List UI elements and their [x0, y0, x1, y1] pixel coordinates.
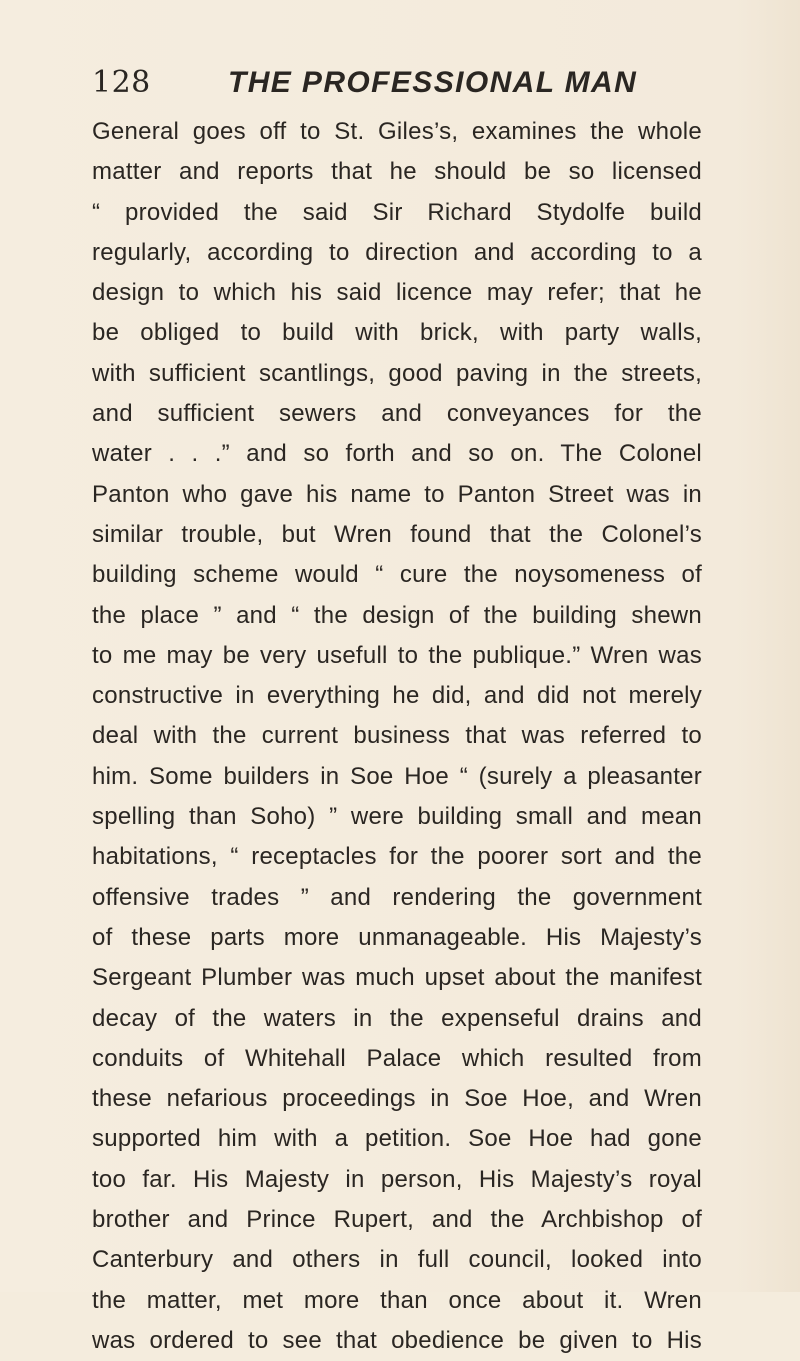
- text-line: him. Some builders in Soe Hoe “ (surely a pleasanter: [92, 762, 702, 790]
- text-line: deal with the current business that was referred to: [92, 722, 702, 750]
- text-line: habitations, “ receptacles for the poorer sort and the: [92, 843, 702, 871]
- text-line: water . . .” and so forth and so on. The Colonel: [92, 440, 702, 468]
- text-line: these nefarious proceedings in Soe Hoe, and Wren: [92, 1085, 702, 1113]
- page-header: [92, 58, 702, 108]
- text-line: decay of the waters in the expenseful drains and: [92, 1004, 702, 1032]
- text-line: be obliged to build with brick, with party walls,: [92, 319, 702, 347]
- text-line: spelling than Soho) ” were building small and mean: [92, 803, 702, 831]
- text-line: of these parts more unmanageable. His Majesty’s: [92, 923, 702, 951]
- running-title: THE PROFESSIONAL MAN: [228, 66, 638, 99]
- text-line: design to which his said licence may refer; that he: [92, 279, 702, 307]
- text-line: “ provided the said Sir Richard Stydolfe build: [92, 198, 702, 226]
- text-line: Sergeant Plumber was much upset about the manifest: [92, 964, 702, 992]
- text-line: similar trouble, but Wren found that the Colonel’s: [92, 520, 702, 548]
- text-line: matter and reports that he should be so licensed: [92, 158, 702, 186]
- text-line: was ordered to see that obedience be given to His: [92, 1326, 702, 1354]
- text-line: Canterbury and others in full council, looked into: [92, 1246, 702, 1274]
- text-line: conduits of Whitehall Palace which resulted from: [92, 1044, 702, 1072]
- body-text: [92, 112, 702, 1361]
- text-line: offensive trades ” and rendering the government: [92, 883, 702, 911]
- text-line: to me may be very usefull to the publique.” Wren was: [92, 641, 702, 669]
- text-line: the matter, met more than once about it. Wren: [92, 1286, 702, 1314]
- text-line: too far. His Majesty in person, His Majesty’s royal: [92, 1165, 702, 1193]
- text-line: supported him with a petition. Soe Hoe had gone: [92, 1125, 702, 1153]
- text-line: and sufficient sewers and conveyances for the: [92, 400, 702, 428]
- text-line: with sufficient scantlings, good paving in the streets,: [92, 359, 702, 387]
- text-line: General goes off to St. Giles’s, examines the whole: [92, 118, 702, 145]
- text-line: Panton who gave his name to Panton Street was in: [92, 480, 702, 508]
- text-line: brother and Prince Rupert, and the Archbishop of: [92, 1206, 702, 1234]
- text-line: regularly, according to direction and according to a: [92, 238, 702, 266]
- text-line: building scheme would “ cure the noysomeness of: [92, 561, 702, 589]
- text-line: constructive in everything he did, and did not merely: [92, 682, 702, 710]
- text-line: the place ” and “ the design of the building shewn: [92, 601, 702, 629]
- page-number: 128: [92, 65, 151, 100]
